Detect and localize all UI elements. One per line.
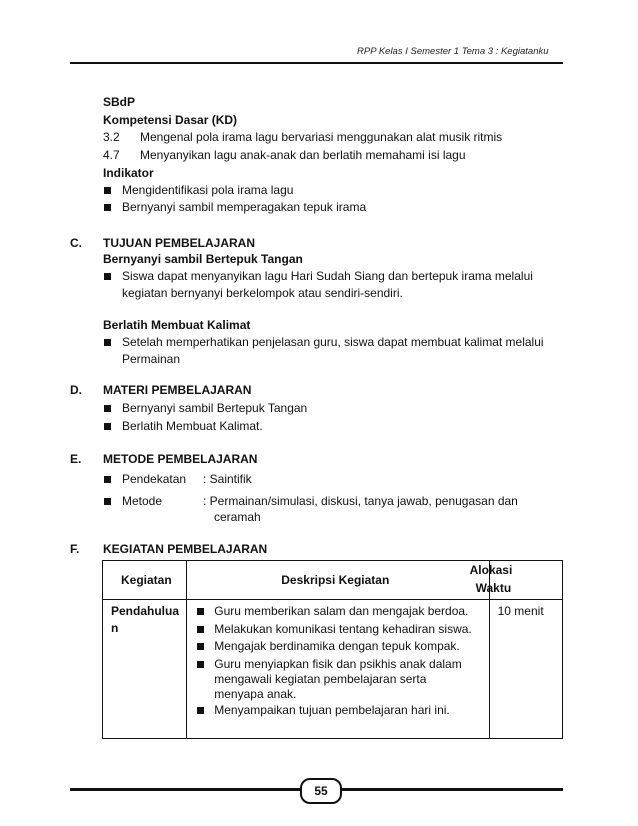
section-c-subheading: Bernyanyi sambil Bertepuk Tangan [103,252,303,266]
section-c-title: TUJUAN PEMBELAJARAN [103,236,256,250]
bullet-icon [197,626,204,633]
pendekatan-value: : Saintifik [203,472,252,486]
bullet-icon [104,476,111,483]
bullet-icon [104,423,111,430]
header-cell [187,561,489,600]
section-d-title: MATERI PEMBELAJARAN [103,383,252,397]
deskripsi-item: Mengajak berdinamika dengan tepuk kompak. [214,639,460,653]
bullet-icon [104,339,111,346]
tujuan-item-line: Permainan [122,352,181,366]
page-number: 55 [300,778,342,804]
section-e-letter: E. [70,452,82,466]
section-f-letter: F. [70,542,80,556]
deskripsi-cell [187,600,489,739]
materi-item: Berlatih Membuat Kalimat. [122,419,263,433]
indikator-item: Bernyanyi sambil memperagakan tepuk irama [122,200,367,214]
section-c-subheading: Berlatih Membuat Kalimat [103,318,251,332]
kegiatan-name-line: Pendahulua [111,604,180,618]
column-header-waktu: Waktu [475,581,512,595]
header-cell [103,561,187,600]
header-rule [70,62,563,64]
deskripsi-item-line: Guru menyiapkan fisik dan psikhis anak dalam [214,657,462,671]
bullet-icon [104,273,111,280]
bullet-icon [197,661,204,668]
deskripsi-item: Melakukan komunikasi tentang kehadiran siswa. [214,622,472,636]
waktu-value: 10 menit [497,604,544,618]
running-header: RPP Kelas I Semester 1 Tema 3 : Kegiatanku [357,46,549,57]
metode-value-line: ceramah [214,510,261,524]
deskripsi-item: Menyampaikan tujuan pembelajaran hari ini. [214,703,450,717]
column-header-alokasi: Alokasi [469,563,513,577]
deskripsi-item-line: mengawali kegiatan pembelajaran serta [214,672,427,686]
tujuan-item-line: Siswa dapat menyanyikan lagu Hari Sudah Siang dan bertepuk irama melalui [122,269,533,283]
tujuan-item-line: Setelah memperhatikan penjelasan guru, siswa dapat membuat kalimat melalui [122,335,544,349]
tujuan-item-line: kegiatan bernyanyi berkelompok atau sendiri-sendiri. [122,286,403,300]
waktu-cell [489,600,562,739]
kd-heading: Kompetensi Dasar (KD) [103,113,238,127]
bullet-icon [104,187,111,194]
pendekatan-label: Pendekatan [122,472,187,486]
column-header-kegiatan: Kegiatan [121,573,172,587]
table-header-row [103,561,563,600]
bullet-icon [104,204,111,211]
indikator-heading: Indikator [103,166,154,180]
header-cell [469,561,562,600]
section-e-title: METODE PEMBELAJARAN [103,452,258,466]
kegiatan-cell [103,600,187,739]
materi-item: Bernyanyi sambil Bertepuk Tangan [122,401,308,415]
column-header-deskripsi: Deskripsi Kegiatan [281,573,390,587]
metode-value-line: : Permainan/simulasi, diskusi, tanya jawab, penugasan dan [203,494,518,508]
bullet-icon [104,498,111,505]
bullet-icon [197,608,204,615]
kd-text: Mengenal pola irama lagu bervariasi menggunakan alat musik ritmis [140,130,503,144]
kd-number: 4.7 [103,148,120,162]
kd-text: Menyanyikan lagu anak-anak dan berlatih memahami isi lagu [140,148,466,162]
section-c-letter: C. [70,236,82,250]
metode-label: Metode [122,494,163,508]
section-d-letter: D. [70,383,82,397]
kegiatan-table [102,560,563,739]
indikator-item: Mengidentifikasi pola irama lagu [122,183,294,197]
kegiatan-name-line: n [111,621,119,635]
subject-title: SBdP [103,95,136,109]
section-f-title: KEGIATAN PEMBELAJARAN [103,542,268,556]
kd-number: 3.2 [103,130,120,144]
table-row [103,600,563,739]
deskripsi-item: Guru memberikan salam dan mengajak berdoa. [214,604,469,618]
bullet-icon [197,643,204,650]
deskripsi-item-line: menyapa anak. [214,687,297,701]
bullet-icon [104,405,111,412]
bullet-icon [197,707,204,714]
